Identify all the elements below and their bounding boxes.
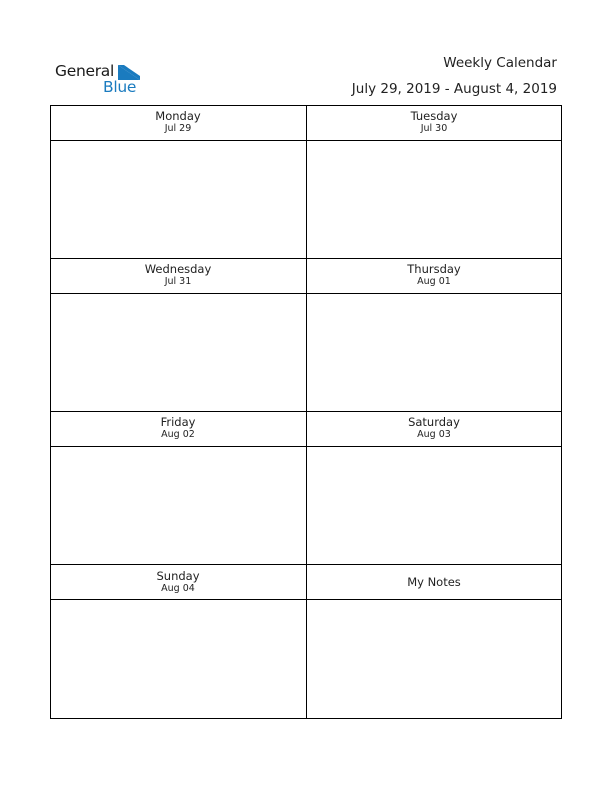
day-cell-wednesday[interactable]	[51, 294, 306, 411]
page-title: Weekly Calendar	[443, 55, 557, 71]
date-range: July 29, 2019 - August 4, 2019	[351, 81, 557, 97]
day-header-wednesday	[50, 262, 306, 288]
day-name: Monday	[155, 109, 201, 123]
day-header-monday	[50, 109, 306, 135]
day-name: Saturday	[408, 415, 460, 429]
notes-header	[306, 575, 562, 589]
day-cell-tuesday[interactable]	[307, 141, 561, 258]
day-header-saturday	[306, 415, 562, 441]
day-date: Jul 29	[164, 123, 192, 134]
day-date: Aug 02	[161, 429, 195, 440]
day-date: Aug 01	[417, 276, 451, 287]
logo-word-general: General	[55, 62, 114, 80]
day-date: Jul 31	[164, 276, 192, 287]
notes-cell[interactable]	[307, 600, 561, 718]
day-date: Aug 03	[417, 429, 451, 440]
day-header-sunday	[50, 569, 306, 595]
day-header-thursday	[306, 262, 562, 288]
day-name: Wednesday	[144, 262, 212, 276]
day-name: Friday	[160, 415, 196, 429]
day-cell-monday[interactable]	[51, 141, 306, 258]
logo-word-blue: Blue	[103, 78, 137, 96]
day-name: Thursday	[407, 262, 461, 276]
day-name: Sunday	[156, 569, 200, 583]
weekly-calendar-grid	[50, 105, 562, 719]
day-name: Tuesday	[410, 109, 458, 123]
day-cell-friday[interactable]	[51, 447, 306, 564]
day-date: Aug 04	[161, 583, 195, 594]
day-cell-saturday[interactable]	[307, 447, 561, 564]
notes-label: My Notes	[407, 575, 461, 589]
grid-line	[561, 105, 562, 719]
day-date: Jul 30	[420, 123, 448, 134]
general-blue-logo	[55, 62, 145, 98]
day-header-tuesday	[306, 109, 562, 135]
day-cell-thursday[interactable]	[307, 294, 561, 411]
day-cell-sunday[interactable]	[51, 600, 306, 718]
day-header-friday	[50, 415, 306, 441]
